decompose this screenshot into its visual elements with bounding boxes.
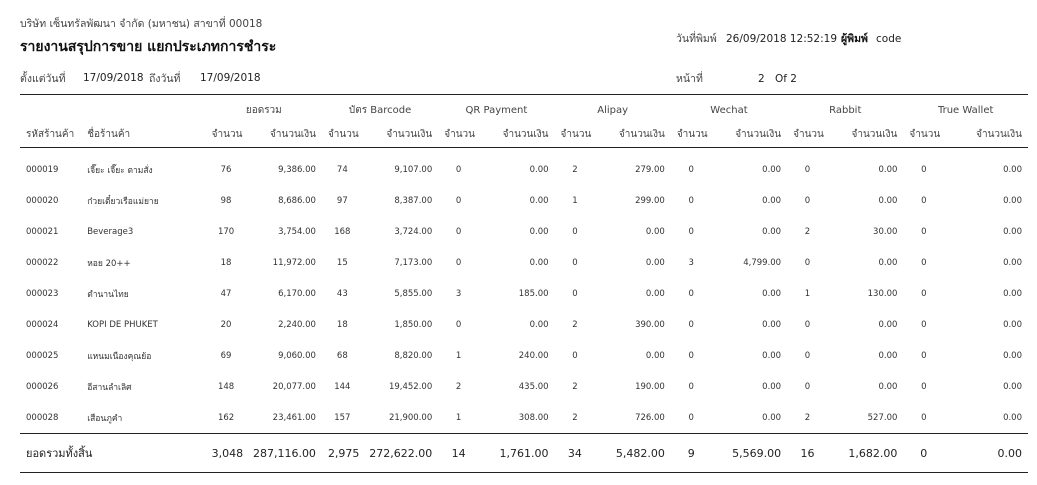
total-row bbox=[20, 434, 1028, 473]
amount-cell: 5,855.00 bbox=[394, 288, 433, 299]
amount-column-header: จำนวนเงิน bbox=[944, 121, 1028, 148]
page-label: หน้าที่ bbox=[676, 73, 703, 85]
qty-cell: 0 bbox=[804, 381, 811, 392]
qty-cell: 0 bbox=[455, 226, 462, 237]
amount-cell: 308.00 bbox=[518, 412, 549, 423]
table-row bbox=[20, 340, 1028, 371]
qty-cell: 0 bbox=[921, 195, 927, 206]
qty-column-header: จำนวน bbox=[787, 121, 828, 148]
amount-cell: 190.00 bbox=[635, 381, 665, 392]
print-date: 26/09/2018 12:52:19 bbox=[726, 33, 838, 45]
name-column-header: ชื่อร้านค้า bbox=[81, 121, 205, 148]
table-row bbox=[20, 247, 1028, 278]
to-date: 17/09/2018 bbox=[200, 72, 261, 84]
amount-cell: 0.00 bbox=[1003, 226, 1022, 237]
qty-cell: 0 bbox=[688, 195, 694, 206]
amount-cell: 0.00 bbox=[1003, 257, 1022, 268]
amount-cell: 2,240.00 bbox=[278, 319, 316, 330]
amount-cell: 0.00 bbox=[878, 381, 898, 392]
qty-cell: 0 bbox=[921, 319, 927, 330]
store-code: 000025 bbox=[26, 350, 59, 361]
qty-column-header: จำนวน bbox=[671, 121, 712, 148]
total-label: ยอดรวมทั้งสิ้น bbox=[20, 434, 206, 473]
amount-cell: 8,820.00 bbox=[394, 350, 433, 361]
amount-cell: 527.00 bbox=[867, 412, 898, 423]
qty-cell: 0 bbox=[688, 350, 694, 361]
amount-cell: 30.00 bbox=[873, 226, 898, 237]
amount-column-header: จำนวนเงิน bbox=[246, 121, 321, 148]
header-top-rule bbox=[20, 94, 1028, 95]
amount-cell: 0.00 bbox=[1003, 412, 1022, 423]
table-row bbox=[20, 309, 1028, 340]
amount-cell: 0.00 bbox=[762, 226, 782, 237]
qty-cell: 20 bbox=[220, 319, 232, 330]
qty-cell: 168 bbox=[334, 226, 351, 237]
group-header: Wechat bbox=[710, 104, 748, 116]
amount-cell: 0.00 bbox=[878, 319, 898, 330]
amount-cell: 435.00 bbox=[518, 381, 549, 392]
qty-cell: 0 bbox=[455, 195, 462, 206]
amount-cell: 7,173.00 bbox=[394, 257, 433, 268]
qty-cell: 18 bbox=[336, 319, 348, 330]
qty-cell: 1 bbox=[804, 288, 811, 299]
store-name: เสือนภูคำ bbox=[87, 413, 123, 424]
qty-cell: 68 bbox=[336, 350, 348, 361]
amount-cell: 0.00 bbox=[645, 350, 665, 361]
amount-cell: 299.00 bbox=[635, 195, 665, 206]
qty-cell: 76 bbox=[220, 164, 232, 175]
table-row bbox=[20, 216, 1028, 247]
amount-cell: 390.00 bbox=[635, 319, 665, 330]
qty-cell: 0 bbox=[921, 226, 927, 237]
store-code: 000024 bbox=[26, 319, 59, 330]
amount-cell: 0.00 bbox=[878, 350, 898, 361]
qty-cell: 0 bbox=[572, 288, 578, 299]
page-total: Of 2 bbox=[775, 73, 797, 85]
store-name: แหนมเนืองคุณย้อ bbox=[87, 351, 152, 362]
group-header: True Wallet bbox=[937, 104, 994, 116]
amount-cell: 23,461.00 bbox=[272, 412, 316, 423]
store-name: เจี๊ยะ เจี๊ยะ ตามสั่ง bbox=[87, 165, 153, 176]
qty-cell: 157 bbox=[334, 412, 351, 423]
qty-cell: 0 bbox=[455, 319, 462, 330]
printer-label: ผู้พิมพ์ bbox=[841, 33, 868, 45]
qty-cell: 0 bbox=[921, 381, 927, 392]
qty-cell: 3 bbox=[688, 257, 694, 268]
total-cell: 2,975 bbox=[322, 434, 363, 473]
qty-cell: 0 bbox=[921, 288, 927, 299]
amount-cell: 21,900.00 bbox=[388, 412, 433, 423]
store-name: หอย 20++ bbox=[87, 258, 131, 269]
qty-column-header: จำนวน bbox=[206, 121, 247, 148]
amount-cell: 0.00 bbox=[1003, 319, 1022, 330]
total-cell: 272,622.00 bbox=[363, 434, 439, 473]
qty-cell: 148 bbox=[217, 381, 235, 392]
total-cell: 34 bbox=[555, 434, 596, 473]
qty-cell: 47 bbox=[220, 288, 232, 299]
amount-cell: 0.00 bbox=[529, 319, 549, 330]
amount-column-header: จำนวนเงิน bbox=[479, 121, 554, 148]
qty-cell: 97 bbox=[336, 195, 348, 206]
amount-column-header: จำนวนเงิน bbox=[363, 121, 439, 148]
amount-cell: 9,060.00 bbox=[278, 350, 316, 361]
amount-cell: 0.00 bbox=[762, 319, 782, 330]
total-cell: 287,116.00 bbox=[246, 434, 321, 473]
qty-cell: 98 bbox=[220, 195, 232, 206]
store-name: Beverage3 bbox=[87, 226, 134, 237]
store-code: 000028 bbox=[26, 412, 59, 423]
qty-cell: 2 bbox=[804, 226, 811, 237]
store-code: 000021 bbox=[26, 226, 59, 237]
qty-cell: 1 bbox=[572, 195, 578, 206]
company-name: บริษัท เซ็นทรัลพัฒนา จำกัด (มหาชน) สาขาที่ 00018 bbox=[20, 18, 263, 30]
qty-cell: 144 bbox=[334, 381, 351, 392]
store-name: ก๋วยเตี๋ยวเรือแม่ยาย bbox=[87, 196, 159, 207]
store-code: 000023 bbox=[26, 288, 59, 299]
total-cell: 9 bbox=[671, 434, 712, 473]
qty-cell: 2 bbox=[455, 381, 462, 392]
amount-cell: 4,799.00 bbox=[743, 257, 782, 268]
amount-column-header: จำนวนเงิน bbox=[712, 121, 787, 148]
amount-cell: 8,686.00 bbox=[278, 195, 316, 206]
from-date-label: ตั้งแต่วันที่ bbox=[20, 73, 66, 85]
total-cell: 5,569.00 bbox=[712, 434, 787, 473]
amount-cell: 0.00 bbox=[645, 288, 665, 299]
total-cell: 1,761.00 bbox=[479, 434, 554, 473]
amount-cell: 0.00 bbox=[529, 226, 549, 237]
print-date-label: วันที่พิมพ์ bbox=[676, 33, 717, 45]
amount-cell: 0.00 bbox=[878, 195, 898, 206]
amount-cell: 1,850.00 bbox=[394, 319, 433, 330]
from-date: 17/09/2018 bbox=[83, 72, 144, 84]
qty-cell: 0 bbox=[921, 257, 927, 268]
store-code: 000022 bbox=[26, 257, 59, 268]
page-number: 2 bbox=[758, 73, 765, 85]
group-header-row bbox=[20, 99, 1028, 121]
qty-cell: 15 bbox=[336, 257, 348, 268]
store-code: 000026 bbox=[26, 381, 59, 392]
table-row bbox=[20, 185, 1028, 216]
store-name: อีสานลำเลิศ bbox=[87, 382, 132, 393]
amount-cell: 9,107.00 bbox=[394, 164, 433, 175]
qty-cell: 69 bbox=[220, 350, 232, 361]
total-cell: 0 bbox=[903, 434, 944, 473]
qty-cell: 0 bbox=[455, 257, 462, 268]
group-header: Rabbit bbox=[829, 104, 862, 116]
amount-cell: 0.00 bbox=[762, 195, 782, 206]
table-row bbox=[20, 371, 1028, 402]
qty-column-header: จำนวน bbox=[555, 121, 596, 148]
group-header: QR Payment bbox=[465, 104, 528, 116]
qty-cell: 0 bbox=[688, 164, 694, 175]
to-date-label: ถึงวันที่ bbox=[149, 73, 181, 85]
amount-column-header: จำนวนเงิน bbox=[595, 121, 671, 148]
amount-cell: 0.00 bbox=[1003, 164, 1022, 175]
qty-cell: 0 bbox=[688, 226, 694, 237]
store-code: 000019 bbox=[26, 164, 59, 175]
amount-cell: 0.00 bbox=[645, 257, 665, 268]
qty-cell: 0 bbox=[572, 257, 578, 268]
amount-cell: 0.00 bbox=[645, 226, 665, 237]
qty-cell: 0 bbox=[804, 257, 811, 268]
amount-cell: 130.00 bbox=[867, 288, 898, 299]
amount-cell: 0.00 bbox=[1003, 195, 1022, 206]
qty-cell: 2 bbox=[572, 164, 578, 175]
amount-cell: 726.00 bbox=[635, 412, 665, 423]
group-header: Alipay bbox=[597, 104, 629, 116]
store-name: KOPI DE PHUKET bbox=[87, 319, 158, 330]
qty-cell: 0 bbox=[572, 350, 578, 361]
qty-cell: 0 bbox=[921, 412, 927, 423]
qty-cell: 2 bbox=[804, 412, 811, 423]
qty-cell: 1 bbox=[455, 350, 462, 361]
amount-cell: 19,452.00 bbox=[388, 381, 433, 392]
group-header: ยอดรวม bbox=[245, 104, 282, 116]
amount-cell: 3,754.00 bbox=[278, 226, 316, 237]
qty-column-header: จำนวน bbox=[322, 121, 363, 148]
qty-cell: 0 bbox=[921, 164, 927, 175]
qty-cell: 18 bbox=[220, 257, 232, 268]
qty-cell: 3 bbox=[455, 288, 462, 299]
amount-cell: 0.00 bbox=[878, 257, 898, 268]
qty-cell: 0 bbox=[455, 164, 462, 175]
store-code: 000020 bbox=[26, 195, 59, 206]
amount-cell: 0.00 bbox=[878, 164, 898, 175]
column-header-row bbox=[20, 121, 1028, 148]
total-cell: 3,048 bbox=[206, 434, 247, 473]
table-row bbox=[20, 148, 1028, 186]
amount-column-header: จำนวนเงิน bbox=[828, 121, 904, 148]
qty-cell: 0 bbox=[804, 350, 811, 361]
amount-cell: 3,724.00 bbox=[394, 226, 433, 237]
total-cell: 0.00 bbox=[944, 434, 1028, 473]
qty-cell: 0 bbox=[804, 164, 811, 175]
qty-cell: 0 bbox=[804, 195, 811, 206]
amount-cell: 0.00 bbox=[762, 412, 782, 423]
amount-cell: 0.00 bbox=[529, 257, 549, 268]
amount-cell: 0.00 bbox=[1003, 350, 1022, 361]
total-cell: 1,682.00 bbox=[828, 434, 904, 473]
amount-cell: 185.00 bbox=[518, 288, 549, 299]
qty-cell: 74 bbox=[336, 164, 348, 175]
amount-cell: 11,972.00 bbox=[272, 257, 316, 268]
total-cell: 16 bbox=[787, 434, 828, 473]
amount-cell: 279.00 bbox=[635, 164, 665, 175]
code-column-header: รหัสร้านค้า bbox=[20, 121, 81, 148]
table-row bbox=[20, 402, 1028, 434]
qty-cell: 0 bbox=[688, 412, 694, 423]
qty-cell: 2 bbox=[572, 412, 578, 423]
amount-cell: 20,077.00 bbox=[272, 381, 316, 392]
amount-cell: 0.00 bbox=[762, 164, 782, 175]
amount-cell: 0.00 bbox=[762, 381, 782, 392]
report-title: รายงานสรุปการขาย แยกประเภทการชำระ bbox=[20, 39, 277, 55]
qty-cell: 0 bbox=[921, 350, 927, 361]
qty-cell: 0 bbox=[572, 226, 578, 237]
qty-cell: 43 bbox=[336, 288, 348, 299]
amount-cell: 0.00 bbox=[529, 195, 549, 206]
group-header: บัตร Barcode bbox=[348, 104, 412, 116]
qty-cell: 2 bbox=[572, 319, 578, 330]
qty-cell: 170 bbox=[217, 226, 235, 237]
qty-cell: 0 bbox=[688, 288, 694, 299]
amount-cell: 9,386.00 bbox=[278, 164, 316, 175]
total-cell: 5,482.00 bbox=[595, 434, 671, 473]
amount-cell: 8,387.00 bbox=[394, 195, 433, 206]
qty-cell: 0 bbox=[804, 319, 811, 330]
amount-cell: 0.00 bbox=[762, 288, 782, 299]
printer-name: code bbox=[876, 33, 902, 45]
amount-cell: 0.00 bbox=[1003, 288, 1022, 299]
qty-cell: 1 bbox=[455, 412, 462, 423]
qty-column-header: จำนวน bbox=[438, 121, 479, 148]
qty-cell: 2 bbox=[572, 381, 578, 392]
qty-column-header: จำนวน bbox=[903, 121, 944, 148]
qty-cell: 162 bbox=[217, 412, 235, 423]
sales-summary-table bbox=[20, 99, 1028, 473]
store-name: ตำนานไทย bbox=[87, 289, 129, 300]
amount-cell: 240.00 bbox=[518, 350, 549, 361]
qty-cell: 0 bbox=[688, 319, 694, 330]
table-row bbox=[20, 278, 1028, 309]
total-cell: 14 bbox=[438, 434, 479, 473]
amount-cell: 0.00 bbox=[762, 350, 782, 361]
amount-cell: 0.00 bbox=[529, 164, 549, 175]
amount-cell: 6,170.00 bbox=[278, 288, 316, 299]
amount-cell: 0.00 bbox=[1003, 381, 1022, 392]
qty-cell: 0 bbox=[688, 381, 694, 392]
